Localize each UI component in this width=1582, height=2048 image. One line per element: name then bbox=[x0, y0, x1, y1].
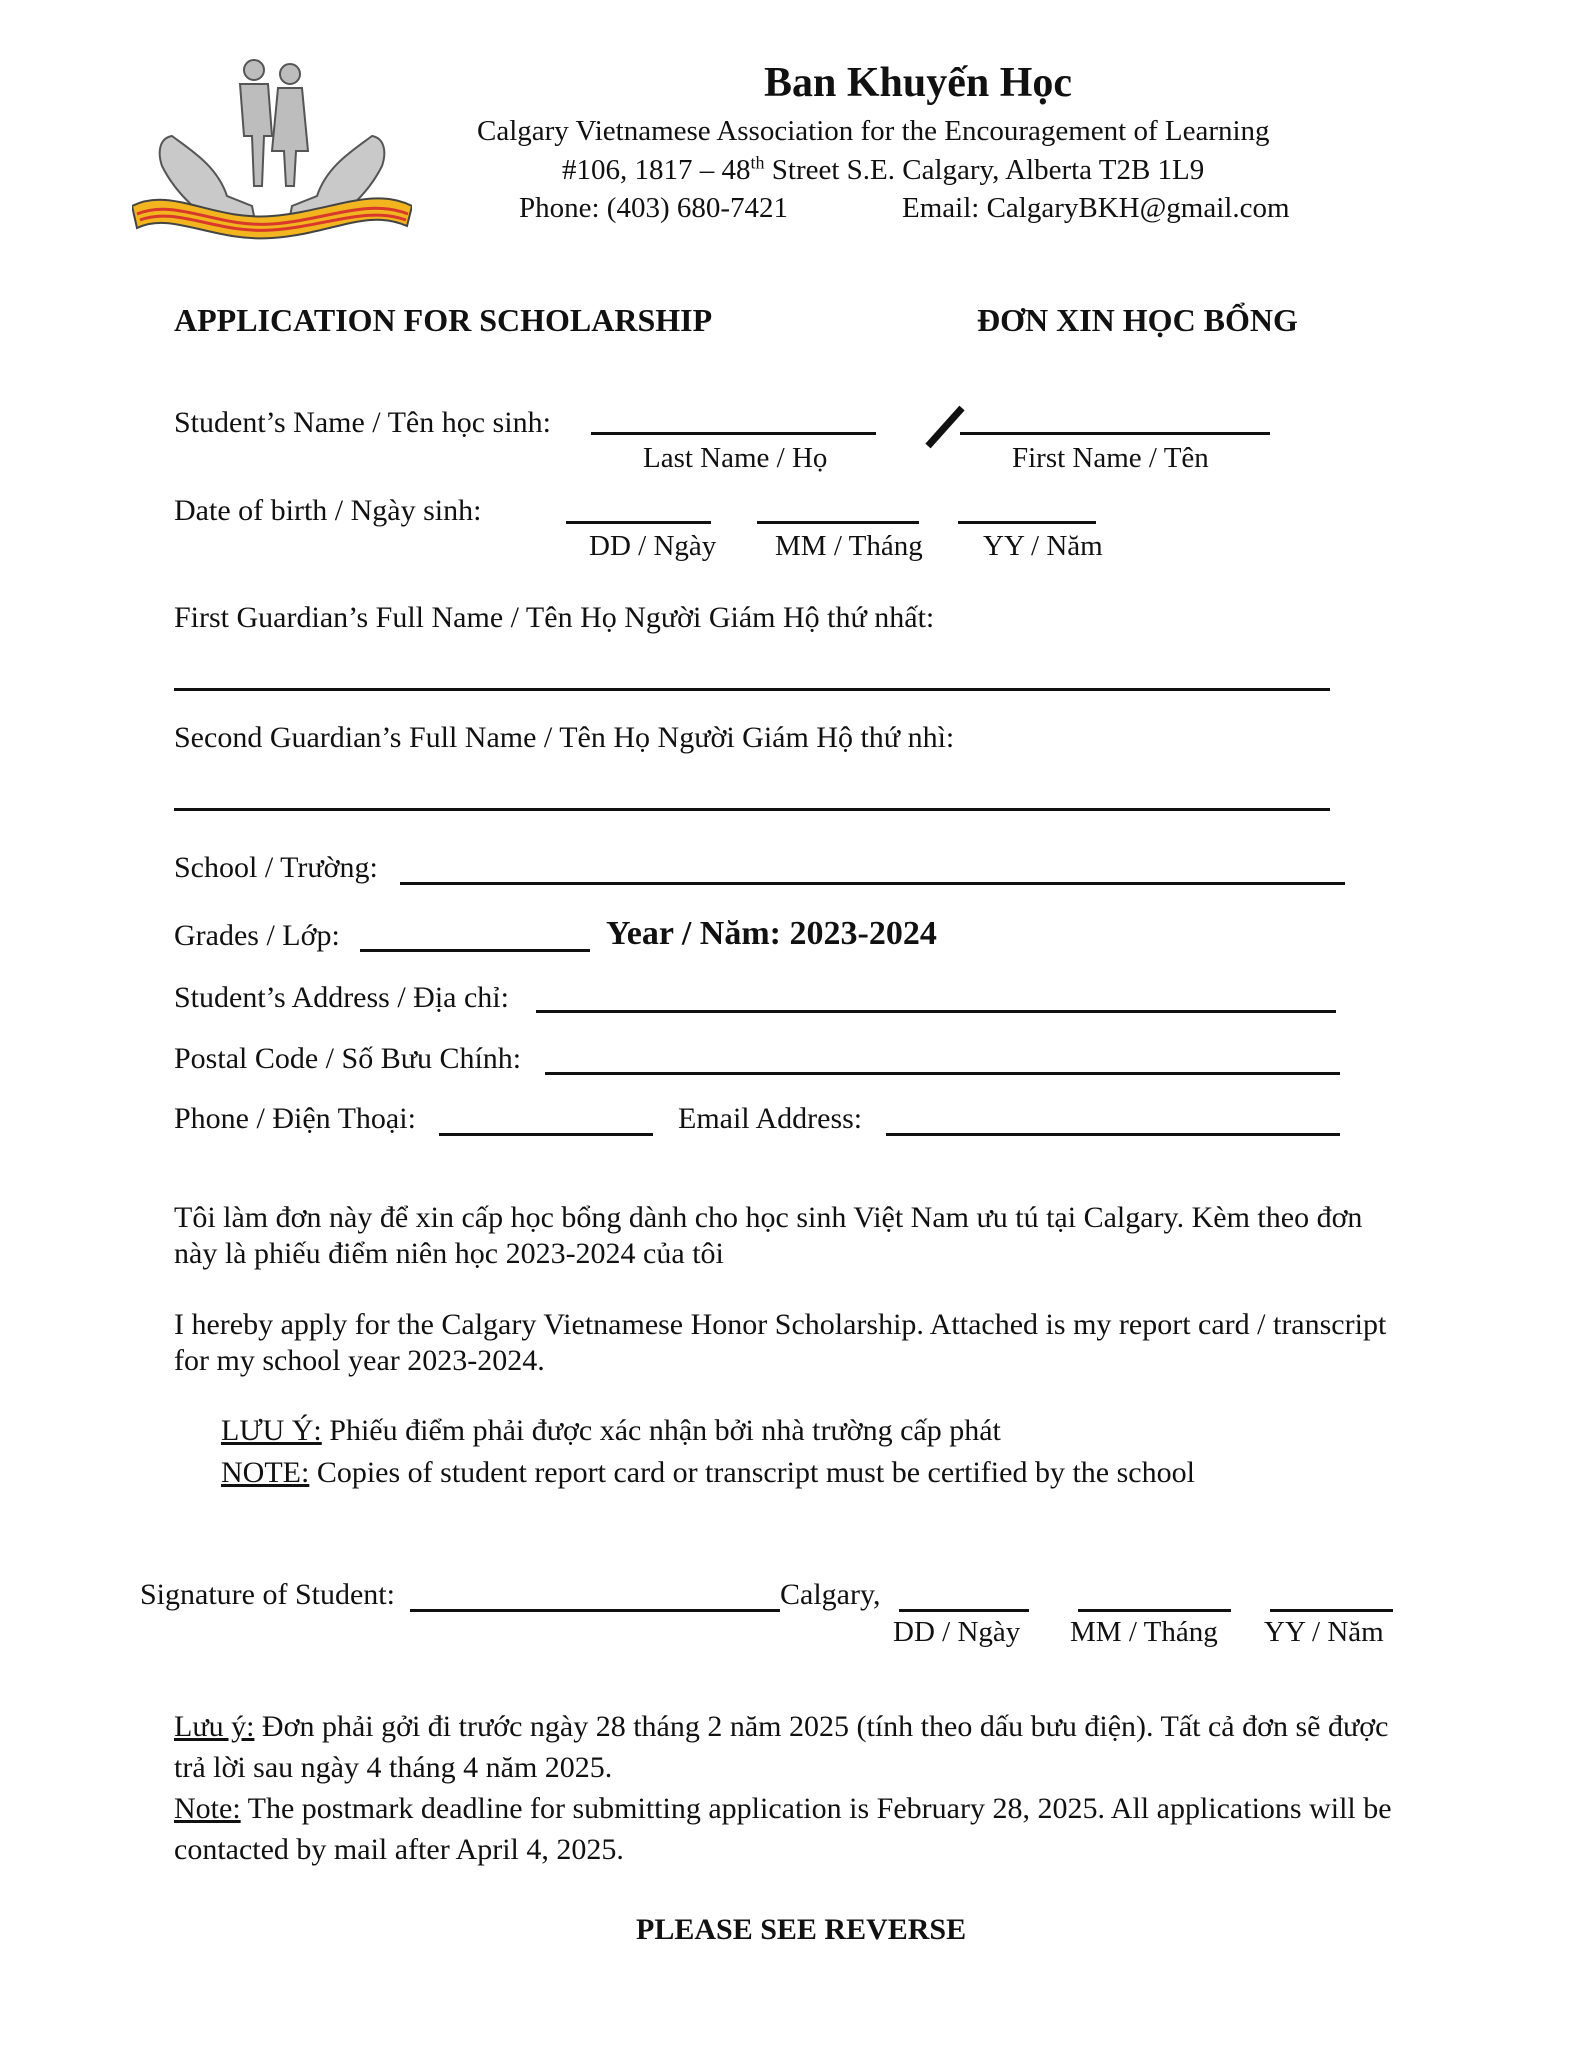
postal-label: Postal Code / Số Bưu Chính: bbox=[174, 1042, 522, 1075]
statement-vi-line1: Tôi làm đơn này để xin cấp học bổng dành cho học sinh Việt Nam ưu tú tại Calgary. Kèm theo đơn bbox=[174, 1201, 1363, 1234]
last-name-field[interactable] bbox=[591, 432, 876, 435]
slash-mark bbox=[920, 402, 970, 452]
dob-yy-field[interactable] bbox=[958, 521, 1096, 524]
title-en: APPLICATION FOR SCHOLARSHIP bbox=[174, 302, 713, 338]
address-field[interactable] bbox=[536, 1010, 1336, 1013]
dob-yy-caption: YY / Năm bbox=[983, 530, 1103, 562]
grades-label: Grades / Lớp: bbox=[174, 919, 340, 952]
note-vi: LƯU Ý: Phiếu điểm phải được xác nhận bởi nhà trường cấp phát bbox=[221, 1414, 1001, 1447]
signature-city: Calgary, bbox=[780, 1578, 881, 1611]
statement-en-line2: for my school year 2023-2024. bbox=[174, 1344, 545, 1377]
guardian1-field[interactable] bbox=[174, 688, 1330, 691]
dob-dd-field[interactable] bbox=[566, 521, 711, 524]
signature-label: Signature of Student: bbox=[140, 1578, 395, 1611]
org-full-name: Calgary Vietnamese Association for the Encouragement of Learning bbox=[477, 115, 1270, 147]
sign-yy-caption: YY / Năm bbox=[1264, 1616, 1384, 1648]
guardian2-label: Second Guardian’s Full Name / Tên Họ Người Giám Hộ thứ nhì: bbox=[174, 721, 955, 754]
logo bbox=[132, 56, 412, 256]
school-field[interactable] bbox=[400, 882, 1345, 885]
note-en: NOTE: Copies of student report card or transcript must be certified by the school bbox=[221, 1456, 1195, 1489]
first-name-field[interactable] bbox=[960, 432, 1270, 435]
postal-field[interactable] bbox=[545, 1072, 1340, 1075]
sign-dd-caption: DD / Ngày bbox=[893, 1616, 1021, 1648]
student-name-label: Student’s Name / Tên học sinh: bbox=[174, 406, 551, 439]
school-label: School / Trường: bbox=[174, 851, 378, 884]
sign-yy-field[interactable] bbox=[1270, 1609, 1393, 1612]
title-vi: ĐƠN XIN HỌC BỔNG bbox=[977, 302, 1298, 338]
sign-mm-caption: MM / Tháng bbox=[1070, 1616, 1218, 1648]
org-email: Email: CalgaryBKH@gmail.com bbox=[902, 192, 1290, 224]
deadline-vi-line2: trả lời sau ngày 4 tháng 4 năm 2025. bbox=[174, 1751, 613, 1784]
footer-reverse: PLEASE SEE REVERSE bbox=[636, 1913, 967, 1946]
deadline-en-line1: Note: The postmark deadline for submitting application is February 28, 2025. All applications will be bbox=[174, 1792, 1392, 1825]
dob-label: Date of birth / Ngày sinh: bbox=[174, 494, 482, 527]
guardian1-label: First Guardian’s Full Name / Tên Họ Người Giám Hộ thứ nhất: bbox=[174, 601, 935, 634]
grades-field[interactable] bbox=[360, 949, 590, 952]
last-name-caption: Last Name / Họ bbox=[643, 442, 828, 474]
phone-label: Phone / Điện Thoại: bbox=[174, 1102, 416, 1135]
statement-en-line1: I hereby apply for the Calgary Vietnamese Honor Scholarship. Attached is my report card / transcript bbox=[174, 1308, 1387, 1341]
org-address: #106, 1817 – 48th Street S.E. Calgary, Alberta T2B 1L9 bbox=[562, 152, 1205, 186]
dob-mm-field[interactable] bbox=[757, 521, 919, 524]
guardian2-field[interactable] bbox=[174, 808, 1330, 811]
dob-dd-caption: DD / Ngày bbox=[589, 530, 717, 562]
email-label: Email Address: bbox=[678, 1102, 863, 1135]
deadline-en-line2: contacted by mail after April 4, 2025. bbox=[174, 1833, 624, 1866]
org-name: Ban Khuyến Học bbox=[764, 60, 1073, 106]
org-phone: Phone: (403) 680-7421 bbox=[519, 192, 789, 224]
phone-field[interactable] bbox=[439, 1133, 653, 1136]
email-field[interactable] bbox=[886, 1133, 1340, 1136]
statement-vi-line2: này là phiếu điểm niên học 2023-2024 của tôi bbox=[174, 1237, 724, 1270]
address-label: Student’s Address / Địa chỉ: bbox=[174, 981, 509, 1014]
dob-mm-caption: MM / Tháng bbox=[775, 530, 923, 562]
sign-dd-field[interactable] bbox=[899, 1609, 1029, 1612]
signature-field[interactable] bbox=[410, 1609, 780, 1612]
sign-mm-field[interactable] bbox=[1078, 1609, 1231, 1612]
school-year: Year / Năm: 2023-2024 bbox=[606, 915, 937, 952]
first-name-caption: First Name / Tên bbox=[1012, 442, 1209, 474]
deadline-vi-line1: Lưu ý: Đơn phải gởi đi trước ngày 28 tháng 2 năm 2025 (tính theo dấu bưu điện). Tất cả đơn sẽ được bbox=[174, 1710, 1389, 1743]
